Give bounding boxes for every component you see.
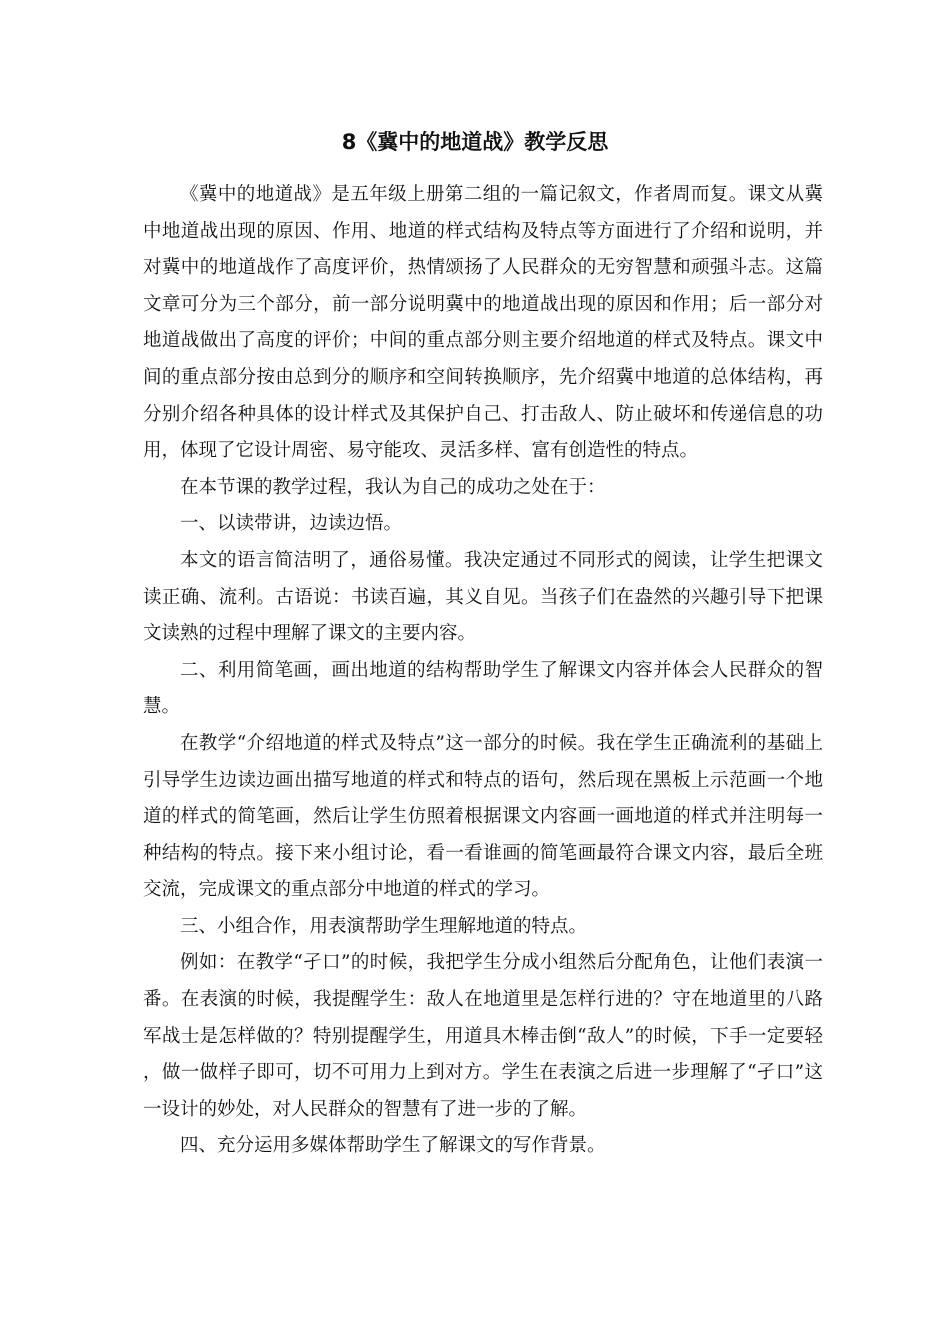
- paragraph-heading-1: 一、以读带讲，边读边悟。: [180, 513, 403, 535]
- paragraph-section-3: 例如：在教学“孑口”的时候，我把学生分成小组然后分配角色，让他们表演一番。在表演的时候，我提醒学生：敌人在地道里是怎样行进的？守在地道里的八路军战士是怎样做的？特别提醒学生，用道具木棒击倒“敌人”的时候，下手一定要轻，做一做样子即可，切不可用力上到对方。学生在表演之后进一步理解了“孑口”这一设计的妙处，对人民群众的智慧有了进一步的了解。: [143, 952, 823, 1120]
- document-title: 8《冀中的地道战》教学反思: [341, 130, 609, 154]
- paragraph-section-2: 在教学“介绍地道的样式及特点”这一部分的时候。我在学生正确流利的基础上引导学生边读边画出描写地道的样式和特点的语句，然后现在黑板上示范画一个地道的样式的简笔画，然后让学生仿照着根据课文内容画一画地道的样式并注明每一种结构的特点。接下来小组讨论，看一看谁画的简笔画最符合课文内容，最后全班交流，完成课文的重点部分中地道的样式的学习。: [143, 732, 823, 901]
- paragraph-heading-3: 三、小组合作，用表演帮助学生理解地道的特点。: [180, 915, 588, 937]
- paragraph-heading-4: 四、充分运用多媒体帮助学生了解课文的写作背景。: [180, 1135, 606, 1157]
- paragraph-section-1: 本文的语言简洁明了，通俗易懂。我决定通过不同形式的阅读，让学生把课文读正确、流利。古语说：书读百遍，其义自见。当孩子们在盎然的兴趣引导下把课文读熟的过程中理解了课文的主要内容。: [143, 549, 823, 645]
- document-body: [143, 177, 823, 1165]
- paragraph-intro: 《冀中的地道战》是五年级上册第二组的一篇记叙文，作者周而复。课文从冀中地道战出现的原因、作用、地道的样式结构及特点等方面进行了介绍和说明，并对冀中的地道战作了高度评价，热情颂扬了人民群众的无穷智慧和顽强斗志。这篇文章可分为三个部分，前一部分说明冀中的地道战出现的原因和作用；后一部分对地道战做出了高度的评价；中间的重点部分则主要介绍地道的样式及特点。课文中间的重点部分按由总到分的顺序和空间转换顺序，先介绍冀中地道的总体结构，再分别介绍各种具体的设计样式及其保护自己、打击敌人、防止破坏和传递信息的功用，体现了它设计周密、易守能攻、灵活多样、富有创造性的特点。: [143, 184, 823, 462]
- paragraph-success-lead: 在本节课的教学过程，我认为自己的成功之处在于：: [180, 476, 606, 498]
- paragraph-heading-2: 二、利用简笔画，画出地道的结构帮助学生了解课文内容并体会人民群众的智慧。: [143, 659, 823, 718]
